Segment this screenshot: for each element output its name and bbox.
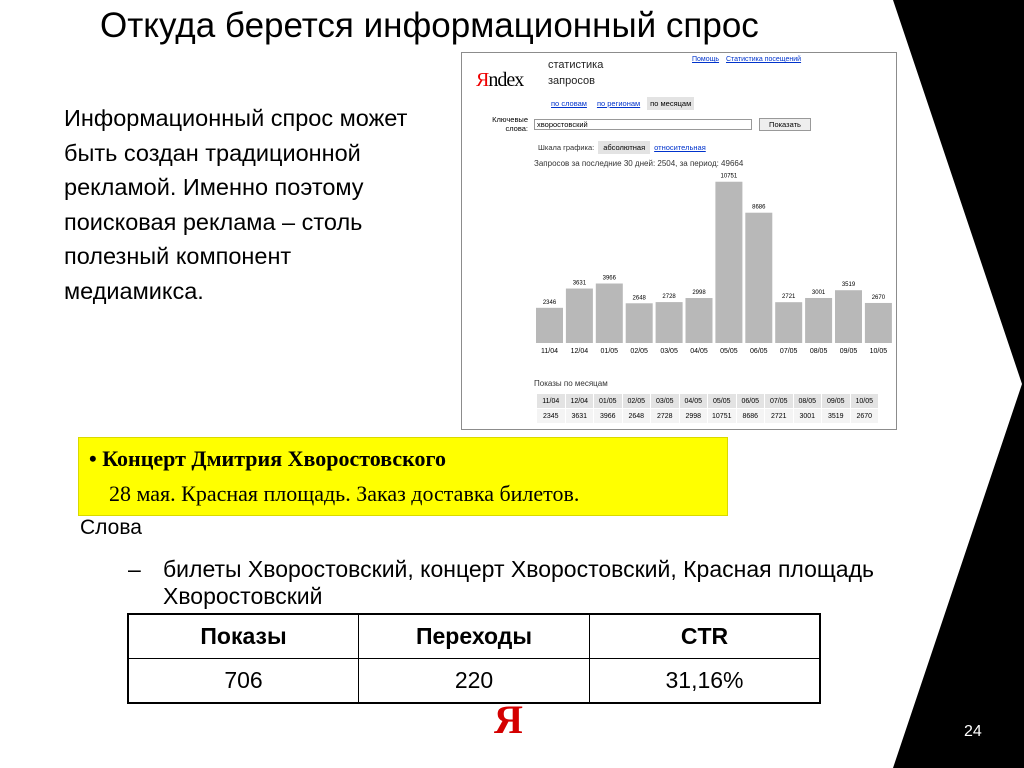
table-month-cell: 07/05 [765,394,794,409]
header-ctr: CTR [590,614,821,659]
table-month-cell: 11/04 [537,394,566,409]
ctr-stats-table [127,613,821,704]
yandex-logo: Яndex [476,69,524,91]
table-month-cell: 04/05 [679,394,708,409]
help-link[interactable]: Помощь [692,56,720,63]
bar-05/05 [715,182,742,343]
table-value-cell: 10751 [708,409,737,424]
x-tick-label: 03/05 [660,348,678,355]
bar-03/05 [656,302,683,343]
keywords-label: Ключевые слова: [492,115,528,133]
bar-08/05 [805,298,832,343]
table-month-cell: 03/05 [651,394,680,409]
bar-07/05 [775,302,802,343]
query-summary: Запросов за последние 30 дней: 2504, за период: 49664 [534,159,744,168]
table-month-cell: 05/05 [708,394,737,409]
table-month-cell: 09/05 [822,394,851,409]
scale-label: Шкала графика: [538,143,595,152]
bar-value-label: 3966 [602,275,616,282]
table-value-cell: 8686 [736,409,765,424]
monthly-bar-chart [462,53,896,373]
table-value-cell: 2998 [679,409,708,424]
show-button[interactable]: Показать [759,118,811,131]
table-value-cell: 3001 [793,409,822,424]
tab-by-regions[interactable]: по регионам [596,99,641,108]
bar-04/05 [686,298,713,343]
table-month-cell: 08/05 [793,394,822,409]
x-tick-label: 08/05 [809,348,828,355]
x-tick-label: 10/05 [869,348,888,355]
table-value-cell: 3631 [565,409,594,424]
slide-title: Откуда берется информационный спрос [100,6,759,45]
table-value-cell: 2648 [622,409,651,424]
table-value-cell: 2670 [850,409,879,424]
bar-02/05 [626,303,653,343]
cell-impressions: 706 [128,659,359,704]
words-label: Слова [80,516,142,539]
x-tick-label: 06/05 [750,348,768,355]
x-tick-label: 04/05 [690,348,708,355]
intro-paragraph: Информационный спрос может быть создан традиционной рекламой. Именно поэтому поисковая реклама – столь полезный компонент медиамикса. [64,105,408,304]
x-tick-label: 07/05 [779,348,798,355]
x-tick-label: 01/05 [600,348,619,355]
bar-01/05 [596,284,623,343]
visit-stats-link[interactable]: Статистика посещений [726,56,802,63]
keywords-list: билеты Хворостовский, концерт Хворостовский, Красная площадь Хворостовский [163,556,875,609]
table-month-cell: 02/05 [622,394,651,409]
header-clicks: Переходы [359,614,590,659]
bar-value-label: 2728 [662,294,676,301]
yandex-stats-screenshot [461,52,897,430]
table-value-cell: 2728 [651,409,680,424]
table-value-cell: 3966 [594,409,623,424]
bar-value-label: 2721 [782,294,796,301]
x-tick-label: 09/05 [839,348,858,355]
bar-09/05 [835,290,862,343]
table-value-cell: 2721 [765,409,794,424]
table-month-cell: 06/05 [736,394,765,409]
table-month-cell: 10/05 [850,394,879,409]
scale-relative-option[interactable]: относительная [654,143,706,152]
bar-06/05 [745,213,772,343]
bar-value-label: 2998 [692,290,706,297]
bar-value-label: 3519 [841,282,856,289]
keywords-input[interactable]: хворостовский [534,119,752,130]
header-impressions: Показы [128,614,359,659]
bar-10/05 [865,303,892,343]
x-tick-label: 12/04 [570,348,589,355]
bar-value-label: 2648 [632,295,646,302]
tab-by-months[interactable]: по месяцам [647,97,694,110]
bar-12/04 [566,289,593,343]
yandex-footer-logo: Я [494,697,523,742]
bar-value-label: 10751 [720,173,738,180]
scale-absolute-option[interactable]: абсолютная [598,141,650,154]
x-tick-label: 02/05 [630,348,648,355]
cell-clicks: 220 [359,659,590,704]
bar-value-label: 2346 [542,299,557,306]
cell-ctr: 31,16% [590,659,821,704]
ad-example-box [78,437,728,516]
bar-value-label: 2670 [871,294,886,301]
keywords-dash: – [128,556,141,582]
ad-headline: • Концерт Дмитрия Хворостовского [89,446,446,471]
x-tick-label: 05/05 [720,348,738,355]
table-value-cell: 2345 [537,409,566,424]
service-title: статистика запросов [548,59,604,87]
table-month-cell: 12/04 [565,394,594,409]
tab-by-words[interactable]: по словам [551,99,587,108]
table-month-cell: 01/05 [594,394,623,409]
bar-value-label: 3001 [811,289,826,296]
monthly-table [536,393,879,424]
x-tick-label: 11/04 [541,348,558,355]
bar-value-label: 8686 [752,204,766,211]
table-value-cell: 3519 [822,409,851,424]
page-number: 24 [964,723,982,740]
bar-value-label: 3631 [572,280,587,287]
bar-11/04 [536,308,563,343]
ad-body: 28 мая. Красная площадь. Заказ доставка билетов. [109,481,580,506]
monthly-table-title: Показы по месяцам [534,379,608,388]
